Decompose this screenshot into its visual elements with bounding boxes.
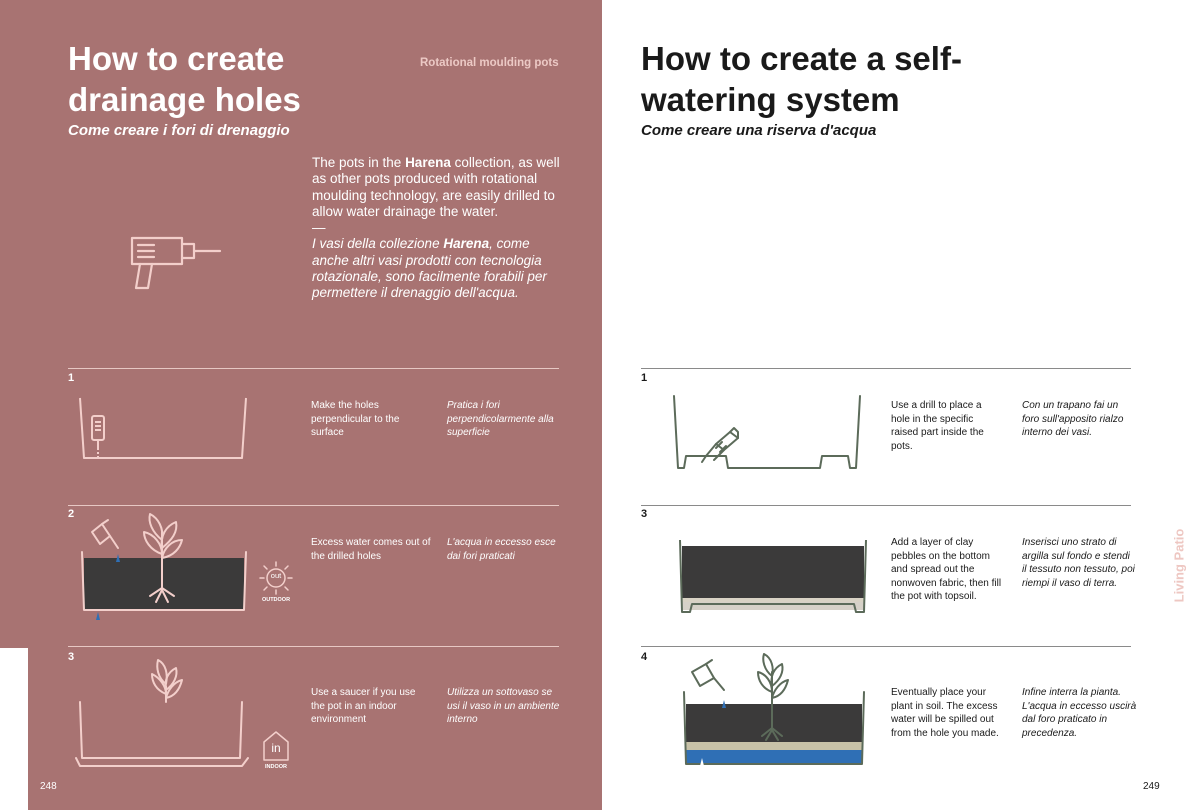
step-divider (641, 368, 1131, 369)
page-notch (0, 648, 28, 810)
page-number-right: 249 (1143, 781, 1160, 792)
pot-saucer-illustration (76, 654, 252, 770)
page-number-left: 248 (40, 781, 57, 792)
indoor-label: INDOOR (265, 764, 287, 770)
step-1-english: Make the holes perpendicular to the surface (311, 400, 400, 439)
right-step-4-english: Eventually place your plant in soil. The excess water will be spilled out from the hole you made. (891, 687, 999, 739)
category-label: Rotational moulding pots (420, 57, 559, 69)
step-number: 1 (641, 372, 648, 384)
right-page-title: How to create a self-watering system (641, 40, 962, 118)
step-2-english: Excess water comes out of the drilled holes (311, 537, 431, 562)
step-number: 3 (68, 651, 75, 663)
pot-drill-illustration (672, 394, 864, 470)
right-step-4-italian: Infine interra la pianta. L'acqua in eccesso uscirà dal foro praticato in precedenza. (1022, 687, 1137, 739)
intro-separator: — (312, 220, 326, 236)
step-3-italian: Utilizza un sottovaso se usi il vaso in un ambiente interno (447, 687, 560, 726)
intro-text (312, 155, 562, 302)
side-brand-label: Living Patio (1171, 528, 1187, 603)
pot-plant-water-illustration (684, 652, 870, 770)
intro-english: The pots in the Harena collection, as well as other pots produced with rotational moulding technology, are easily drilled to allow water drainage the water. (312, 155, 560, 219)
step-divider (68, 505, 559, 506)
drill-icon (124, 232, 224, 292)
step-number: 3 (641, 508, 648, 520)
step-2-italian: L'acqua in eccesso esce dai fori praticati (447, 537, 556, 562)
step-divider (641, 505, 1131, 506)
step-1-italian: Pratica i fori perpendicolarmente alla superficie (447, 400, 554, 439)
intro-italian: I vasi della collezione Harena, come anche altri vasi prodotti con tecnologia rotazionale, sono facilmente forabili per permettere il drenaggio dell'acqua. (312, 236, 547, 301)
step-divider (641, 646, 1131, 647)
right-page-subtitle: Come creare una riserva d'acqua (641, 122, 877, 139)
outdoor-label: OUTDOOR (261, 597, 291, 603)
step-divider (68, 646, 559, 647)
right-step-3-italian: Inserisci uno strato di argilla sul fondo e stendi il tessuto non tessuto, poi riempi il vaso di terra. (1022, 537, 1135, 589)
indoor-badge: in (271, 741, 281, 755)
left-page-subtitle: Come creare i fori di drenaggio (68, 122, 290, 139)
outdoor-badge: out (270, 571, 282, 580)
step-number: 1 (68, 372, 75, 384)
step-3-english: Use a saucer if you use the pot in an indoor environment (311, 687, 416, 726)
step-divider (68, 368, 559, 369)
pot-soil-layer-illustration (678, 538, 868, 616)
left-page-title: How to create drainage holes (68, 40, 301, 118)
pot-drill-illustration (78, 396, 248, 462)
right-step-3-english: Add a layer of clay pebbles on the bottom and spread out the nonwoven fabric, then fill the pot with topsoil. (891, 537, 1002, 603)
step-number: 2 (68, 508, 75, 520)
step-number: 4 (641, 651, 648, 663)
right-step-1-english: Use a drill to place a hole in the specific raised part inside the pots. (891, 400, 984, 452)
pot-soil-plant-illustration (80, 510, 250, 622)
right-step-1-italian: Con un trapano fai un foro sull'apposito rialzo interno dei vasi. (1022, 400, 1124, 439)
